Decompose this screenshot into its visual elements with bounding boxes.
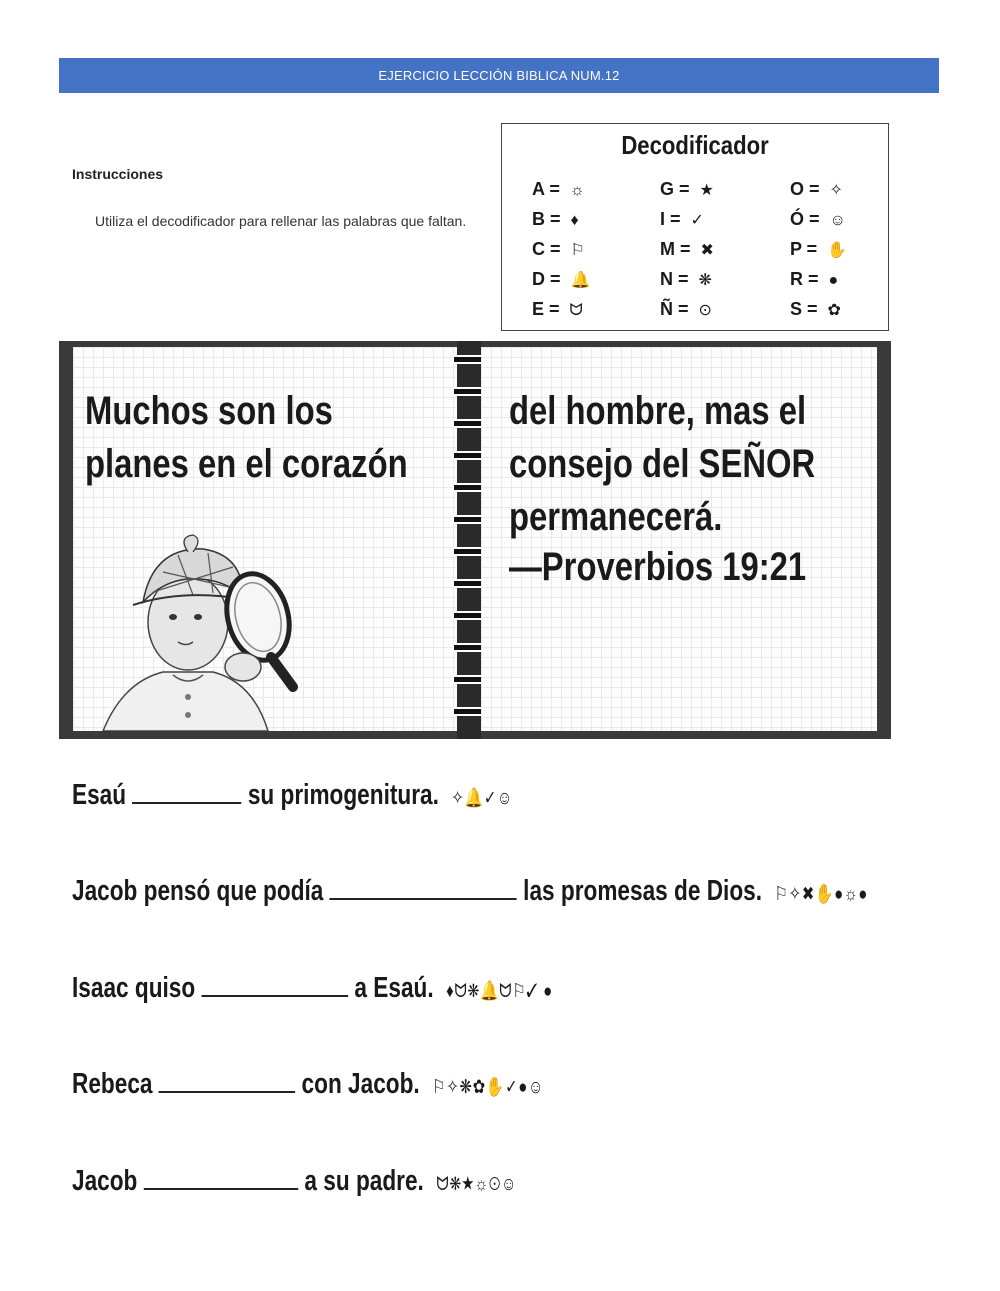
decoder-title: Decodificador [621, 130, 769, 160]
notebook-left-page [73, 347, 457, 731]
coded-word: ♦ᗢ❋🔔ᗢ⚐✓ ● [446, 981, 554, 1002]
decoder-entry: I = ✓ [660, 209, 704, 229]
exercise-sentence: Esaú su primogenitura. ✧🔔✓☺ [72, 776, 513, 812]
verse-reference: —Proverbios 19:21 [509, 545, 807, 589]
exercise-sentence: Jacob pensó que podía las promesas de Dios. ⚐✧✖✋●☼● [72, 872, 868, 908]
decoder-entry: M = ✖ [660, 239, 714, 259]
cross-icon: ✖ [700, 242, 714, 259]
answer-blank[interactable] [132, 776, 241, 804]
flower-icon: ✿ [827, 302, 841, 319]
decoder-entry: Ñ = ⊙ [660, 299, 712, 319]
verse-notebook [59, 341, 891, 739]
notebook-right-page [481, 347, 877, 731]
hand-icon: ✋ [827, 242, 848, 259]
worksheet-title: EJERCICIO LECCIÓN BIBLICA NUM.12 [378, 68, 620, 83]
detective-illustration [93, 497, 333, 731]
decoder-entry: B = ♦ [532, 209, 579, 229]
decoder-box [501, 123, 889, 331]
exercise-sentence: Jacob a su padre. ᗢ❋★☼⊙☺ [72, 1162, 517, 1198]
coded-word: ⚐✧✖✋●☼● [774, 884, 869, 905]
star-icon: ★ [699, 182, 714, 199]
decoder-entry: E = ᗢ [532, 299, 583, 319]
decoder-entry: Ó = ☺ [790, 209, 846, 229]
decoder-entry: C = ⚐ [532, 239, 585, 259]
snowflake-icon: ❋ [698, 272, 712, 289]
coded-word: ⚐✧❋✿✋✓●☺ [432, 1077, 544, 1098]
drop-icon: ♦ [570, 212, 579, 229]
verse-line: Muchos son los [85, 389, 333, 433]
exercise-sentence: Isaac quiso a Esaú. ♦ᗢ❋🔔ᗢ⚐✓ ● [72, 969, 553, 1005]
instructions-text: Utiliza el decodificador para rellenar las palabras que faltan. [95, 213, 467, 229]
verse-line: consejo del SEÑOR [509, 442, 816, 486]
coded-word: ✧🔔✓☺ [451, 788, 513, 809]
answer-blank[interactable] [202, 969, 349, 997]
smiley-icon: ☺ [829, 212, 846, 229]
sun-icon: ☼ [569, 182, 585, 199]
answer-blank[interactable] [330, 872, 517, 900]
decoder-entry: A = ☼ [532, 179, 585, 199]
decoder-entry: D = 🔔 [532, 269, 591, 289]
worksheet-header [59, 58, 939, 93]
exercise-sentence: Rebeca con Jacob. ⚐✧❋✿✋✓●☺ [72, 1065, 544, 1101]
dot-icon: ● [828, 272, 839, 289]
decoder-entry: P = ✋ [790, 239, 848, 259]
circle-dot-icon: ⊙ [698, 302, 712, 319]
instructions-title: Instrucciones [72, 166, 164, 182]
coded-word: ᗢ❋★☼⊙☺ [436, 1174, 518, 1195]
sparkle-icon: ✧ [829, 182, 843, 199]
check-icon: ✓ [690, 212, 704, 229]
decoder-entry: G = ★ [660, 179, 714, 199]
verse-line: planes en el corazón [85, 442, 408, 486]
flag-icon: ⚐ [570, 242, 585, 259]
candle-icon: ᗢ [569, 302, 583, 319]
decoder-entry: R = ● [790, 269, 839, 289]
answer-blank[interactable] [144, 1162, 298, 1190]
decoder-entry: O = ✧ [790, 179, 843, 199]
verse-line: permanecerá. [509, 495, 723, 539]
bell-icon: 🔔 [570, 272, 591, 289]
verse-line: del hombre, mas el [509, 389, 807, 433]
answer-blank[interactable] [159, 1065, 296, 1093]
decoder-entry: S = ✿ [790, 299, 841, 319]
decoder-entry: N = ❋ [660, 269, 712, 289]
